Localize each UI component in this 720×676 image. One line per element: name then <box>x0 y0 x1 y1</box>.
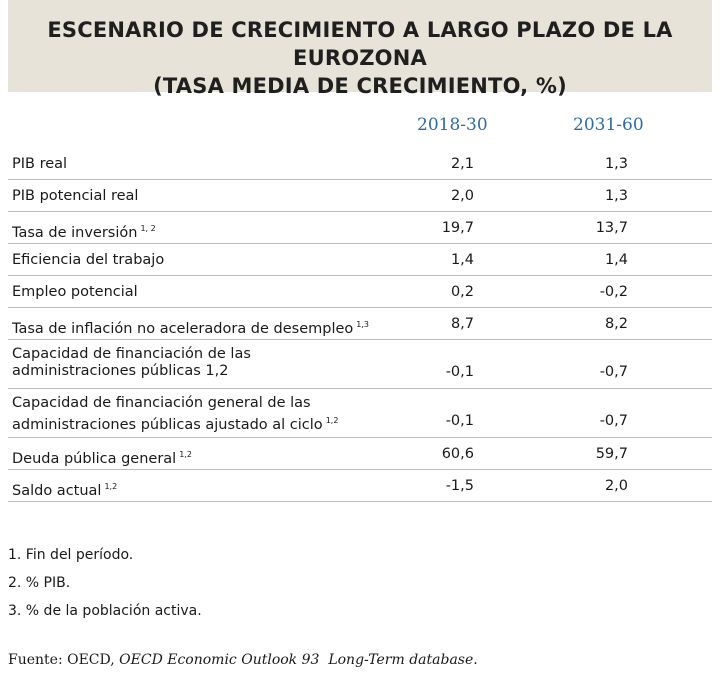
value-2018-30: 19,7 <box>441 220 474 236</box>
table-row <box>8 308 712 340</box>
value-2018-30: 2,1 <box>450 156 474 172</box>
row-label: Capacidad de financiación de las administraciones públicas 1,2 <box>12 346 251 379</box>
value-2031-60: 1,4 <box>604 252 628 268</box>
title-banner <box>8 0 712 98</box>
table-row <box>8 244 712 276</box>
value-2018-30: 8,7 <box>450 316 474 332</box>
row-label: Eficiencia del trabajo <box>12 252 165 268</box>
value-2031-60: 59,7 <box>595 446 628 462</box>
column-header-2031-60: 2031-60 <box>573 115 644 135</box>
value-2018-30: 1,4 <box>450 252 474 268</box>
footnote-ref: 1,3 <box>356 320 370 329</box>
value-2018-30: -0,1 <box>445 364 474 380</box>
footnotes <box>8 541 202 625</box>
data-table <box>8 148 712 502</box>
value-2018-30: -0,1 <box>445 413 474 429</box>
footnote-ref: 1,2 <box>104 482 118 491</box>
value-2018-30: 0,2 <box>450 284 474 300</box>
value-2031-60: -0,7 <box>599 364 628 380</box>
table-row <box>8 438 712 470</box>
row-label: Deuda pública general $^{1,2}$ <box>12 450 192 467</box>
row-label: Tasa de inversión $^{1, 2}$ <box>12 224 156 241</box>
row-label: PIB real <box>12 156 68 172</box>
table-row <box>8 470 712 502</box>
row-label: Saldo actual $^{1,2}$ <box>12 482 118 499</box>
table-row <box>8 212 712 244</box>
footnote-ref: 1,2 <box>325 416 339 425</box>
table-row <box>8 276 712 308</box>
row-label: Empleo potencial <box>12 284 138 300</box>
footnote-1: 1. Fin del período. <box>8 547 134 563</box>
title-line-2: (TASA MEDIA DE CRECIMIENTO, %) <box>153 74 567 98</box>
value-2031-60: 1,3 <box>604 156 628 172</box>
title-line-1: ESCENARIO DE CRECIMIENTO A LARGO PLAZO DE LA EUROZONA <box>47 18 673 70</box>
table-row <box>8 340 712 389</box>
footnote-ref: 1,2 <box>179 450 192 459</box>
value-2018-30: 2,0 <box>450 188 474 204</box>
value-2018-30: 60,6 <box>441 446 474 462</box>
value-2031-60: 1,3 <box>604 188 628 204</box>
table-row <box>8 148 712 180</box>
row-label: Tasa de inflación no aceleradora de desempleo $^{1,3}$ <box>12 320 370 337</box>
row-label: PIB potencial real <box>12 188 139 204</box>
value-2031-60: 8,2 <box>604 316 628 332</box>
source-note: Fuente: OECD, OECD Economic Outlook 93 Long-Term database. <box>8 652 478 668</box>
column-header-2018-30: 2018-30 <box>417 115 488 135</box>
value-2031-60: -0,2 <box>599 284 628 300</box>
footnote-3: 3. % de la población activa. <box>8 603 202 619</box>
footnote-ref: 1, 2 <box>140 224 156 233</box>
value-2031-60: -0,7 <box>599 413 628 429</box>
table-row <box>8 389 712 438</box>
footnote-2: 2. % PIB. <box>8 575 71 591</box>
value-2031-60: 2,0 <box>604 478 628 494</box>
value-2018-30: -1,5 <box>445 478 474 494</box>
value-2031-60: 13,7 <box>595 220 628 236</box>
row-label: Capacidad de financiación general de las administraciones públicas ajustado al ciclo $^{1,2}$ <box>12 395 339 433</box>
table-row <box>8 180 712 212</box>
